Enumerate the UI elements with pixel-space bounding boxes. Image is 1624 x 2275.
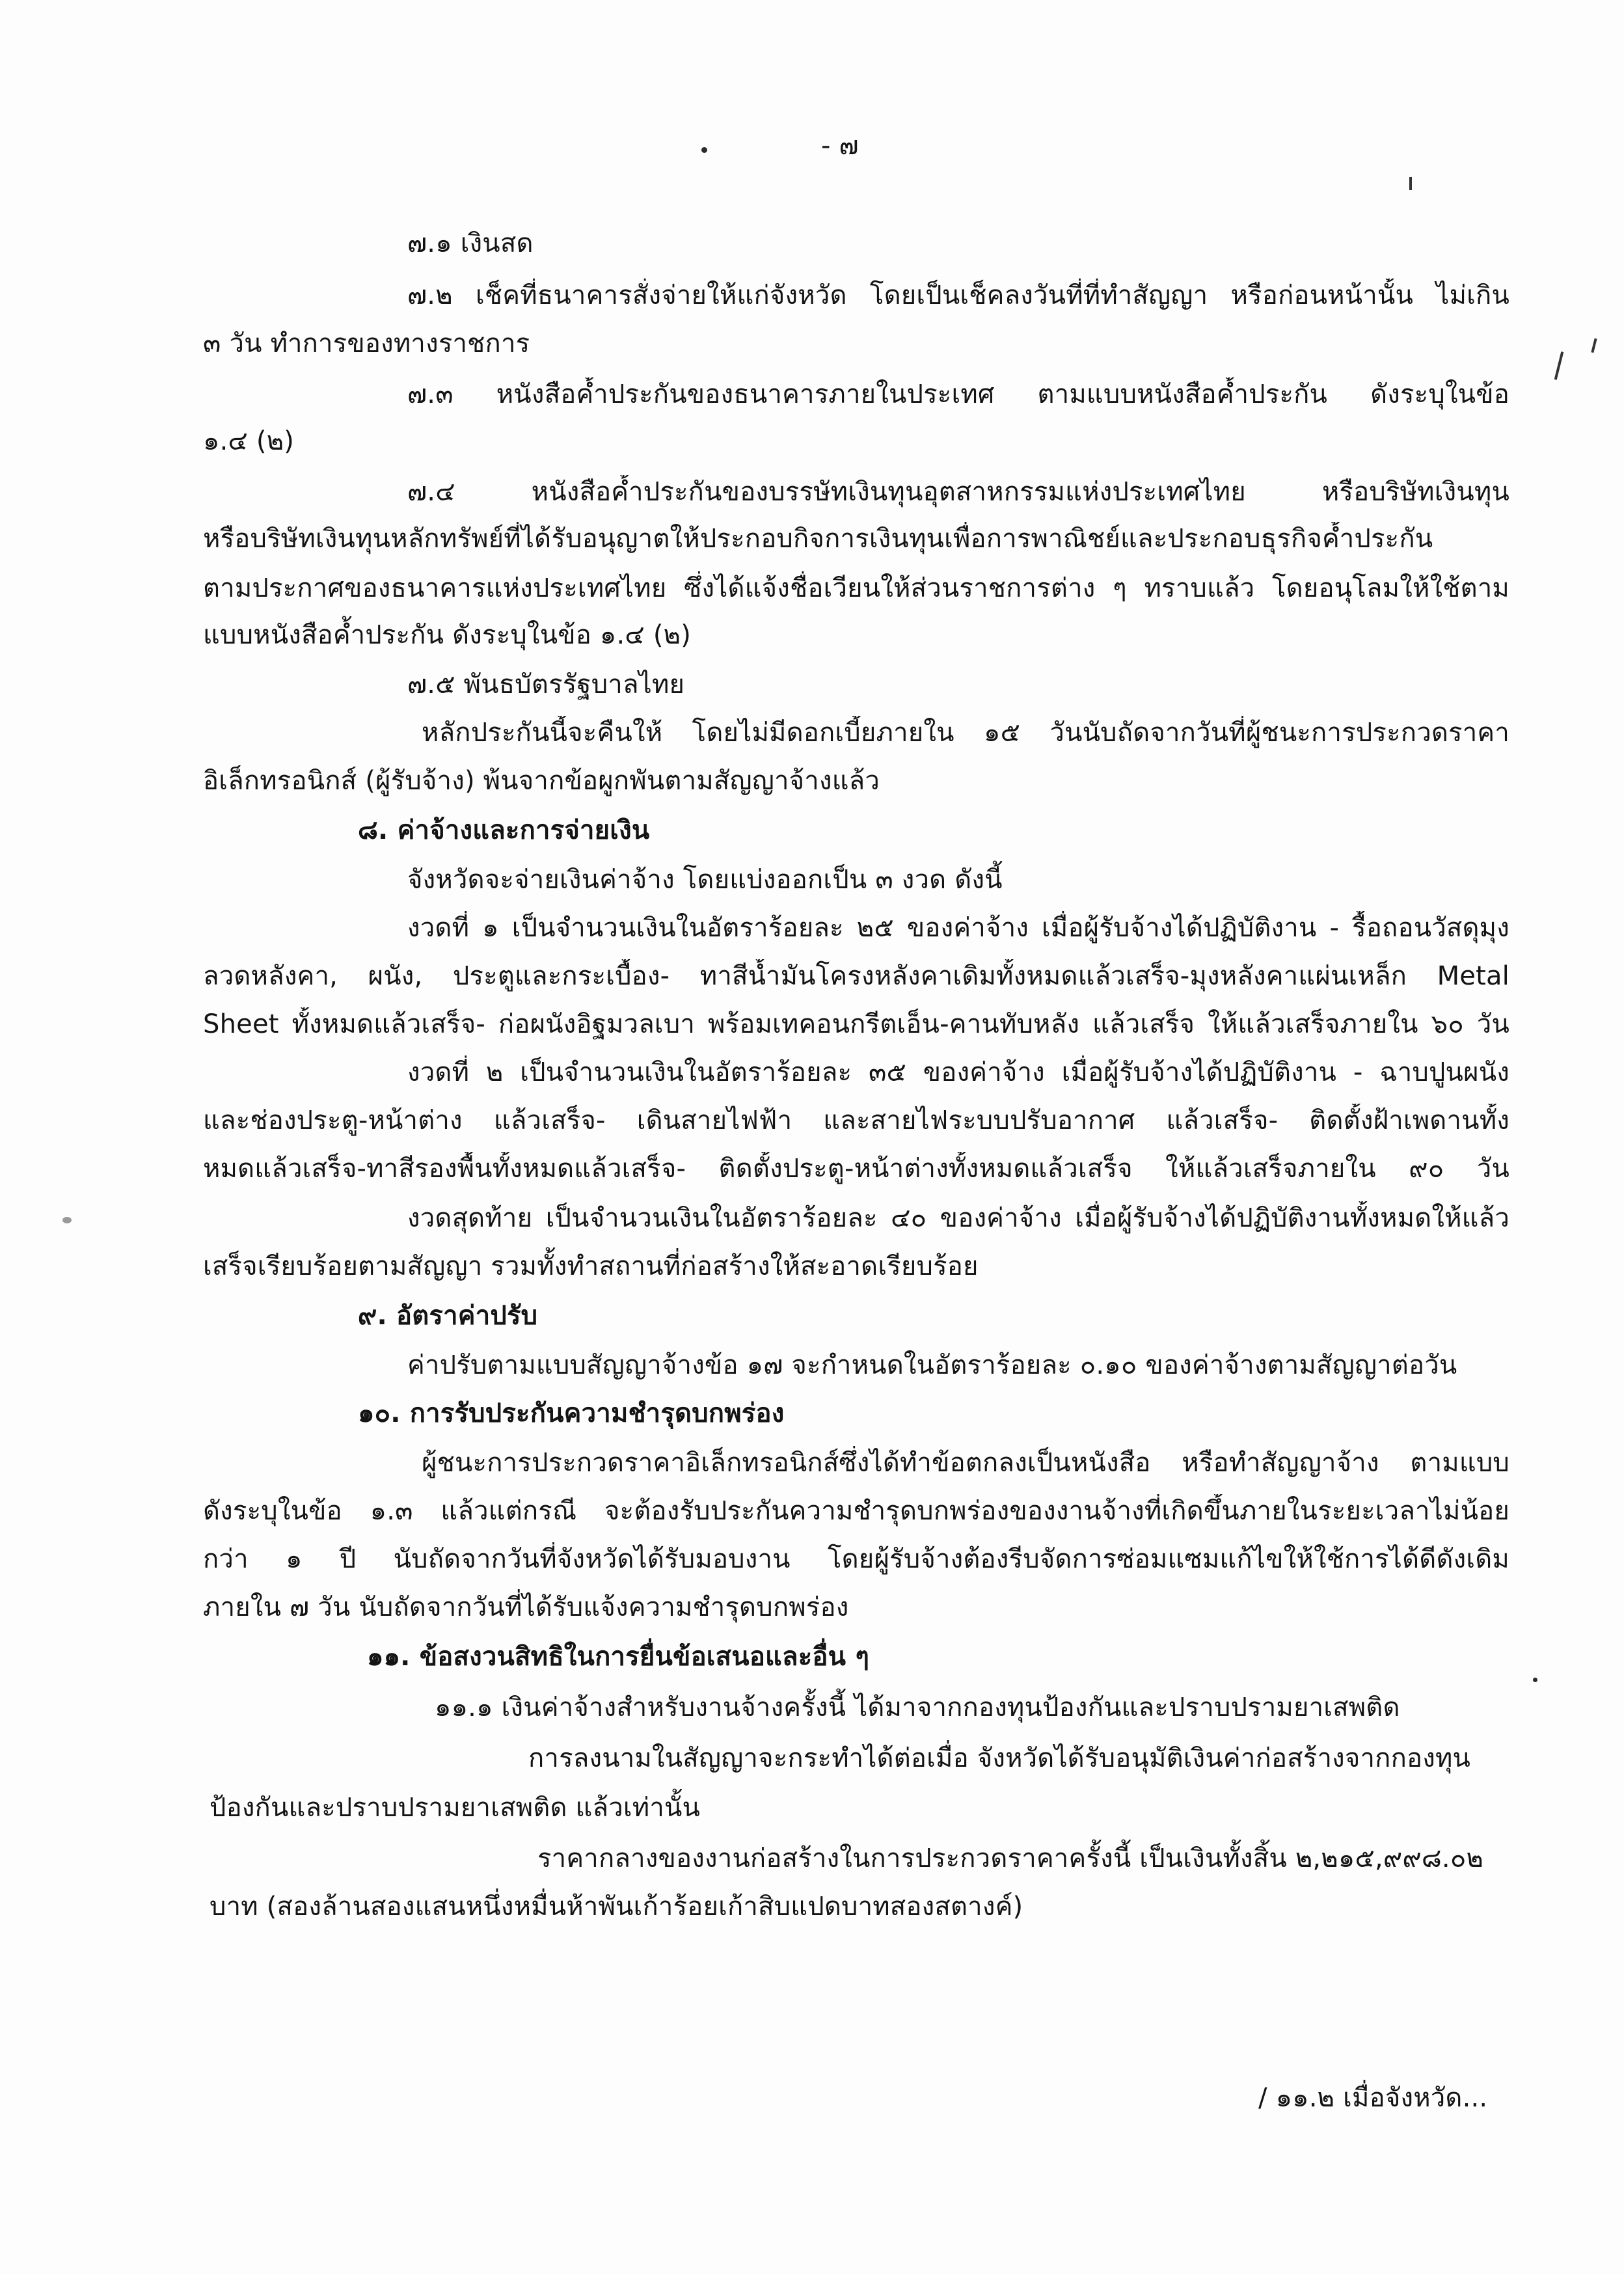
section-8-heading: ๘. ค่าจ้างและการจ่ายเงิน: [358, 815, 650, 845]
item-7-2-cont: ๓ วัน ทำการของทางราชการ: [203, 329, 530, 359]
installment-1: งวดที่ ๑ เป็นจำนวนเงินในอัตราร้อยละ ๒๕ ของค่าจ้าง เมื่อผู้รับจ้างได้ปฏิบัติงาน - รื้อถอนวัสดุมุง: [407, 913, 1509, 943]
warranty-cont: ดังระบุในข้อ ๑.๓ แล้วแต่กรณี จะต้องรับประกันความชำรุดบกพร่องของงานจ้างที่เกิดขึ้นภายในระยะเวลาไม่น้อย: [203, 1496, 1509, 1526]
item-11-1: ๑๑.๑ เงินค่าจ้างสำหรับงานจ้างครั้งนี้ ได้มาจากกองทุนป้องกันและปราบปรามยาเสพติด: [435, 1693, 1400, 1723]
continuation-marker: / ๑๑.๒ เมื่อจังหวัด...: [1258, 2083, 1488, 2113]
installment-final: งวดสุดท้าย เป็นจำนวนเงินในอัตราร้อยละ ๔๐ ของค่าจ้าง เมื่อผู้รับจ้างได้ปฏิบัติงานทั้งหมดให้แล้ว: [407, 1203, 1509, 1233]
installment-2: งวดที่ ๒ เป็นจำนวนเงินในอัตราร้อยละ ๓๕ ของค่าจ้าง เมื่อผู้รับจ้างได้ปฏิบัติงาน - ฉาบปูนผนัง: [407, 1057, 1509, 1087]
item-7-2: ๗.๒ เช็คที่ธนาคารสั่งจ่ายให้แก่จังหวัด โดยเป็นเช็คลงวันที่ที่ทำสัญญา หรือก่อนหน้านั้น ไม่เกิน: [407, 280, 1509, 310]
item-7-4-cont: แบบหนังสือค้ำประกัน ดังระบุในข้อ ๑.๔ (๒): [203, 620, 691, 650]
scan-mark: [1409, 177, 1412, 190]
signing-condition: การลงนามในสัญญาจะกระทำได้ต่อเมื่อ จังหวัดได้รับอนุมัติเงินค่าก่อสร้างจากกองทุน: [528, 1743, 1471, 1773]
item-7-4: ๗.๔ หนังสือค้ำประกันของบรรษัทเงินทุนอุตสาหกรรมแห่งประเทศไทย หรือบริษัทเงินทุน: [407, 477, 1509, 507]
section-9-heading: ๙. อัตราค่าปรับ: [358, 1301, 538, 1331]
item-7-3: ๗.๓ หนังสือค้ำประกันของธนาคารภายในประเทศ ตามแบบหนังสือค้ำประกัน ดังระบุในข้อ: [407, 379, 1509, 409]
payment-intro: จังหวัดจะจ่ายเงินค่าจ้าง โดยแบ่งออกเป็น ๓ งวด ดังนี้: [407, 865, 1003, 895]
section-11-heading: ๑๑. ข้อสงวนสิทธิในการยื่นข้อเสนอและอื่น ๆ: [367, 1642, 870, 1672]
guarantee-return-cont: อิเล็กทรอนิกส์ (ผู้รับจ้าง) พ้นจากข้อผูกพันตามสัญญาจ้างแล้ว: [203, 766, 880, 796]
warranty-cont: กว่า ๑ ปี นับถัดจากวันที่จังหวัดได้รับมอบงาน โดยผู้รับจ้างต้องรีบจัดการซ่อมแซมแก้ไขให้ใช้การได้ดีดังเดิม: [203, 1544, 1509, 1574]
page-number: - ๗: [821, 131, 859, 161]
scan-speck: [701, 147, 707, 153]
scan-mark: [1591, 338, 1597, 353]
item-7-3-cont: ๑.๔ (๒): [203, 426, 295, 456]
signing-condition-cont: ป้องกันและปราบปรามยาเสพติด แล้วเท่านั้น: [210, 1793, 701, 1823]
item-7-4-cont: หรือบริษัทเงินทุนหลักทรัพย์ที่ได้รับอนุญาตให้ประกอบกิจการเงินทุนเพื่อการพาณิชย์และประกอบธุรกิจค้ำประกัน: [203, 524, 1433, 554]
scan-speck: [1533, 1678, 1537, 1682]
installment-2-cont: หมดแล้วเสร็จ-ทาสีรองพื้นทั้งหมดแล้วเสร็จ- ติดตั้งประตู-หน้าต่างทั้งหมดแล้วเสร็จ ให้แล้วเสร็จภายใน ๙๐ วัน: [203, 1154, 1509, 1184]
scan-mark: [1554, 351, 1564, 380]
installment-final-cont: เสร็จเรียบร้อยตามสัญญา รวมทั้งทำสถานที่ก่อสร้างให้สะอาดเรียบร้อย: [203, 1251, 979, 1281]
item-7-1: ๗.๑ เงินสด: [407, 228, 534, 258]
item-7-4-cont: ตามประกาศของธนาคารแห่งประเทศไทย ซึ่งได้แจ้งชื่อเวียนให้ส่วนราชการต่าง ๆ ทราบแล้ว โดยอนุโลมให้ใช้ตาม: [203, 573, 1509, 603]
median-price: ราคากลางของงานก่อสร้างในการประกวดราคาครั้งนี้ เป็นเงินทั้งสิ้น ๒,๒๑๕,๙๙๘.๐๒: [537, 1844, 1484, 1873]
installment-1-cont: Sheet ทั้งหมดแล้วเสร็จ- ก่อผนังอิฐมวลเบา พร้อมเทคอนกรีตเอ็น-คานทับหลัง แล้วเสร็จ ให้แล้วเสร็จภายใน ๖๐ วัน: [203, 1009, 1509, 1039]
warranty-cont: ภายใน ๗ วัน นับถัดจากวันที่ได้รับแจ้งความชำรุดบกพร่อง: [203, 1592, 849, 1622]
median-price-words: บาท (สองล้านสองแสนหนึ่งหมื่นห้าพันเก้าร้อยเก้าสิบแปดบาทสองสตางค์): [210, 1892, 1023, 1922]
item-7-5: ๗.๕ พันธบัตรรัฐบาลไทย: [407, 670, 685, 700]
guarantee-return-paragraph: หลักประกันนี้จะคืนให้ โดยไม่มีดอกเบี้ยภายใน ๑๕ วันนับถัดจากวันที่ผู้ชนะการประกวดราคา: [422, 718, 1509, 748]
penalty-rate: ค่าปรับตามแบบสัญญาจ้างข้อ ๑๗ จะกำหนดในอัตราร้อยละ ๐.๑๐ ของค่าจ้างตามสัญญาต่อวัน: [407, 1350, 1457, 1380]
installment-2-cont: และช่องประตู-หน้าต่าง แล้วเสร็จ- เดินสายไฟฟ้า และสายไฟระบบปรับอากาศ แล้วเสร็จ- ติดตั้งฝ้าเพดานทั้ง: [203, 1106, 1509, 1136]
warranty-paragraph: ผู้ชนะการประกวดราคาอิเล็กทรอนิกส์ซึ่งได้ทำข้อตกลงเป็นหนังสือ หรือทำสัญญาจ้าง ตามแบบ: [422, 1448, 1509, 1478]
installment-1-cont: ลวดหลังคา, ผนัง, ประตูและกระเบื้อง- ทาสีน้ำมันโครงหลังคาเดิมทั้งหมดแล้วเสร็จ-มุงหลังคาแผ่นเหล็ก Metal: [203, 961, 1509, 991]
section-10-heading: ๑๐. การรับประกันความชำรุดบกพร่อง: [358, 1398, 785, 1428]
scan-speck: [62, 1217, 72, 1223]
